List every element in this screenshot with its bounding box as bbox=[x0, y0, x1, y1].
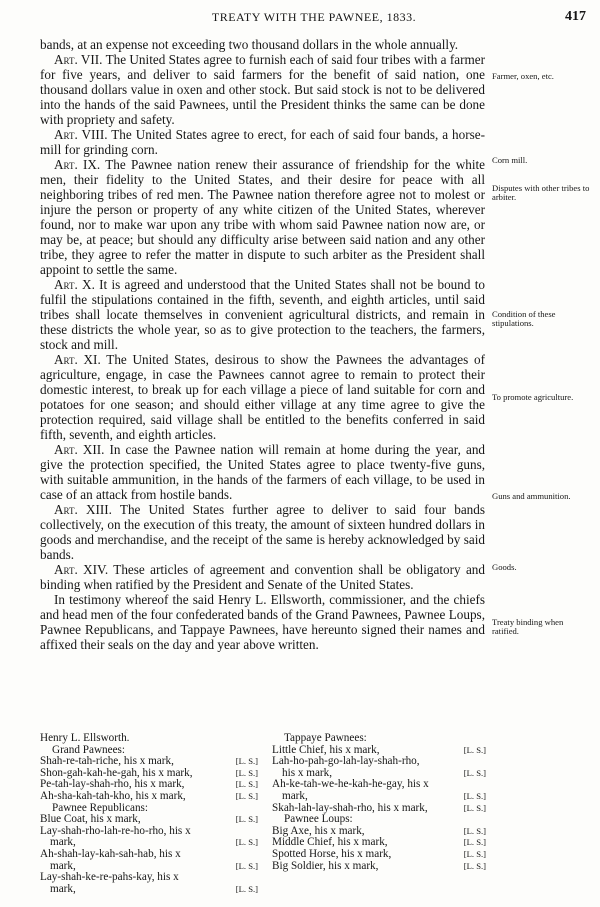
paragraph-text: bands, at an expense not exceeding two thousand dollars in the whole annually. bbox=[40, 37, 459, 52]
signatures-left-column bbox=[40, 733, 262, 895]
seal-mark: [L. S.] bbox=[235, 837, 258, 848]
signer-name: Henry L. Ellsworth. bbox=[40, 732, 130, 744]
signature-line bbox=[40, 733, 262, 745]
paragraph-continuation bbox=[40, 37, 485, 52]
signer-name: mark, bbox=[50, 836, 76, 849]
margin-note: To promote agriculture. bbox=[492, 392, 574, 402]
signer-name: mark, bbox=[50, 882, 76, 895]
signature-line bbox=[40, 884, 262, 896]
article-13 bbox=[40, 502, 485, 562]
signer-name: Lay-shah-rho-lah-re-ho-rho, his x bbox=[40, 824, 191, 837]
signer-name: Ah-shah-lay-kah-sah-hab, his x bbox=[40, 847, 181, 860]
signatures-block bbox=[40, 733, 490, 903]
testimony-paragraph bbox=[40, 592, 485, 652]
signature-group-heading bbox=[272, 814, 490, 826]
signature-line bbox=[40, 791, 262, 803]
seal-mark: [L. S.] bbox=[235, 756, 258, 767]
signer-name: Shah-re-tah-riche, his x mark, bbox=[40, 755, 174, 768]
article-11 bbox=[40, 352, 485, 442]
signer-name: Shon-gah-kah-he-gah, his x mark, bbox=[40, 766, 193, 779]
paragraph-text: In testimony whereof the said Henry L. Ellsworth, commissioner, and the chiefs and head men of the four confederated bands of the Grand Pawnees, Pawnee Loups, Pawnee Republicans, and Tappaye Pawnees, have hereunto signed their names and affixed their seals on the day and year above written. bbox=[40, 592, 485, 652]
seal-mark: [L. S.] bbox=[235, 767, 258, 778]
signer-name: mark, bbox=[50, 859, 76, 872]
article-14 bbox=[40, 562, 485, 592]
margin-note: Guns and ammunition. bbox=[492, 491, 571, 501]
article-text: The United States further agree to deliver to said four bands collectively, on the execution of this treaty, the amount of sixteen hundred dollars in goods and merchandise, and the receipt of the same is hereby acknowledged by said bands. bbox=[40, 502, 485, 562]
article-label: Art. XIII. bbox=[54, 502, 112, 517]
signer-name: Blue Coat, his x mark, bbox=[40, 813, 141, 826]
signer-name: Spotted Horse, his x mark, bbox=[272, 847, 392, 860]
signer-name: Pe-tah-lay-shah-rho, his x mark, bbox=[40, 778, 185, 791]
signer-name: Big Axe, his x mark, bbox=[272, 824, 365, 837]
signer-name: his x mark, bbox=[282, 766, 333, 779]
margin-note: Treaty binding when ratified. bbox=[492, 617, 564, 636]
signer-name: Ah-ke-tah-we-he-kah-he-gay, his x bbox=[272, 778, 429, 791]
seal-mark: [L. S.] bbox=[463, 848, 486, 859]
article-text: In case the Pawnee nation will remain at home during the year, and give the protection specified, the United States agree to place twenty-five guns, with suitable ammunition, in the hands of the farmers of each village, to be used in case of an attack from hostile bands. bbox=[40, 442, 486, 502]
seal-mark: [L. S.] bbox=[463, 825, 486, 836]
running-title: TREATY WITH THE PAWNEE, 1833. bbox=[211, 10, 417, 24]
signatures-right-column bbox=[272, 733, 490, 872]
article-text: It is agreed and understood that the United States shall not be bound to fulfil the stipulations contained in the fifth, seventh, and eighth articles, until said tribes shall locate themselves in convenient agricultural districts, and remain in these districts the whole year, so as to give protection to the teachers, the farmers, stock and mill. bbox=[40, 277, 485, 352]
treaty-body-text bbox=[40, 37, 485, 652]
article-12 bbox=[40, 442, 485, 502]
seal-mark: [L. S.] bbox=[463, 790, 486, 801]
margin-note: Corn mill. bbox=[492, 155, 528, 165]
article-text: The Pawnee nation renew their assurance of friendship for the white men, their fidelity to the United States, and their desire for peace with all neighboring tribes of red men. The Pawnee nation therefore agree not to molest or injure the person or property of any white citizen of the United States, wherever found, nor to make war upon any tribe with whom said Pawnee nation now are, or may be, at peace; but should any difficulty arise between said nation and any other tribe, they agree to refer the matter in dispute to such arbiter as the President shall appoint to settle the same. bbox=[40, 157, 486, 277]
page-header bbox=[40, 10, 588, 26]
seal-mark: [L. S.] bbox=[235, 883, 258, 894]
signer-name: Big Soldier, his x mark, bbox=[272, 859, 379, 872]
article-label: Art. XII. bbox=[54, 442, 105, 457]
article-text: The United States agree to erect, for each of said four bands, a horse-mill for grinding corn. bbox=[40, 127, 486, 157]
signer-name: Middle Chief, his x mark, bbox=[272, 836, 388, 849]
article-7 bbox=[40, 52, 485, 127]
signer-name: Grand Pawnees: bbox=[52, 743, 126, 756]
signer-name: Tappaye Pawnees: bbox=[284, 732, 367, 744]
signer-name: Pawnee Republicans: bbox=[52, 801, 149, 814]
seal-mark: [L. S.] bbox=[463, 744, 486, 755]
seal-mark: [L. S.] bbox=[463, 767, 486, 778]
seal-mark: [L. S.] bbox=[235, 860, 258, 871]
signer-name: Pawnee Loups: bbox=[284, 813, 353, 826]
margin-note: Goods. bbox=[492, 562, 517, 572]
seal-mark: [L. S.] bbox=[463, 860, 486, 871]
article-label: Art. VII. bbox=[54, 52, 103, 67]
seal-mark: [L. S.] bbox=[463, 837, 486, 848]
article-label: Art. VIII. bbox=[54, 127, 108, 142]
signer-name: mark, bbox=[282, 789, 308, 802]
margin-note: Condition of these stipulations. bbox=[492, 309, 556, 328]
article-text: The United States, desirous to show the Pawnees the advantages of agriculture, engage, in case the Pawnees cannot agree to remain to protect their domestic interest, to break up for each village a piece of land suitable for corn and potatoes for one season; and should either village at any time agree to give the protection required, said village shall be entitled to the benefits conferred in said fifth, seventh, and eighth articles. bbox=[40, 352, 485, 442]
page-number: 417 bbox=[565, 9, 586, 24]
article-text: These articles of agreement and convention shall be obligatory and binding when ratified by the President and Senate of the United States. bbox=[40, 562, 485, 592]
signer-name: Little Chief, his x mark, bbox=[272, 743, 380, 756]
signature-line bbox=[40, 814, 262, 826]
article-9 bbox=[40, 157, 485, 277]
signer-name: Skah-lah-lay-shah-rho, his x mark, bbox=[272, 801, 428, 814]
seal-mark: [L. S.] bbox=[235, 779, 258, 790]
signature-group-heading bbox=[272, 733, 490, 745]
signer-name: Ah-sha-kah-tah-kho, his x mark, bbox=[40, 789, 186, 802]
seal-mark: [L. S.] bbox=[463, 802, 486, 813]
signature-line bbox=[40, 849, 262, 861]
seal-mark: [L. S.] bbox=[235, 790, 258, 801]
article-label: Art. X. bbox=[54, 277, 95, 292]
article-label: Art. IX. bbox=[54, 157, 101, 172]
margin-note: Disputes with other tribes to arbiter. bbox=[492, 183, 590, 202]
signer-name: Lah-ho-pah-go-lah-lay-shah-rho, bbox=[272, 755, 420, 768]
signature-line bbox=[272, 791, 490, 803]
signer-name: Lay-shah-ke-re-pahs-kay, his x bbox=[40, 871, 179, 884]
margin-note: Farmer, oxen, etc. bbox=[492, 71, 554, 81]
article-text: The United States agree to furnish each of said four tribes with a farmer for five years, and deliver to said farmers for the benefit of said nation, one thousand dollars value in oxen and other stock. But said stock is not to be delivered into the hands of the said Pawnees, until the President thinks the same can be done with propriety and safety. bbox=[40, 52, 485, 127]
article-10 bbox=[40, 277, 485, 352]
article-label: Art. XI. bbox=[54, 352, 101, 367]
article-label: Art. XIV. bbox=[54, 562, 109, 577]
signature-line bbox=[40, 872, 262, 884]
signature-line bbox=[272, 861, 490, 873]
seal-mark: [L. S.] bbox=[235, 814, 258, 825]
article-8 bbox=[40, 127, 485, 157]
signature-line bbox=[272, 849, 490, 861]
